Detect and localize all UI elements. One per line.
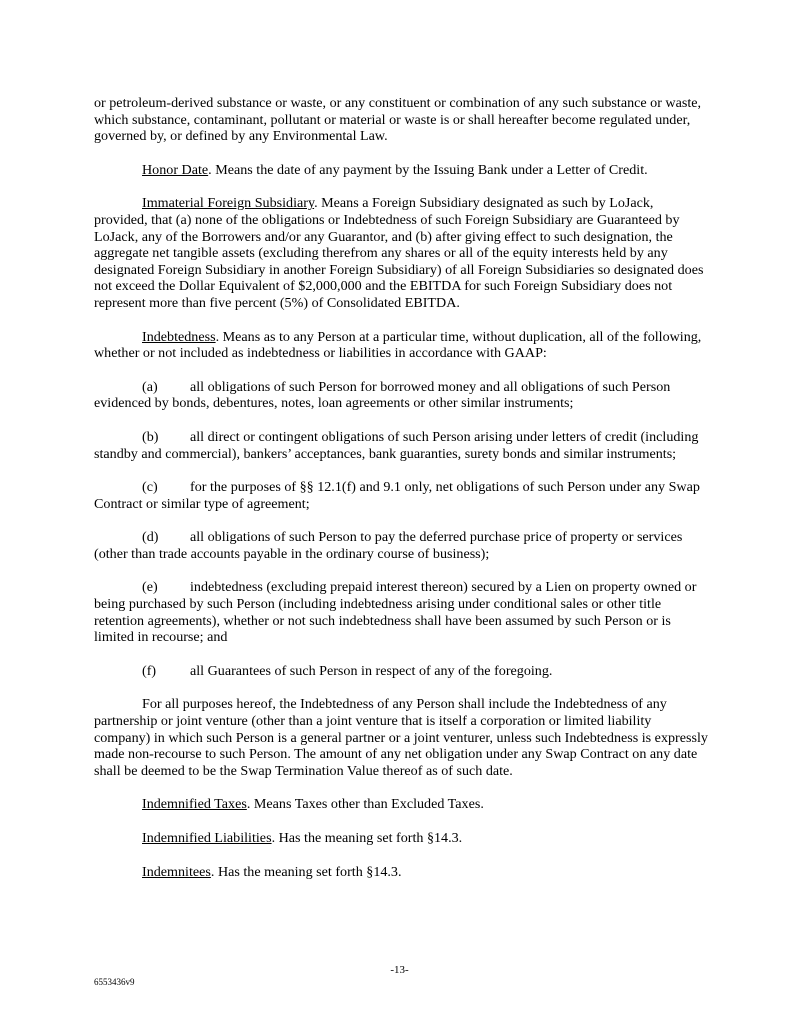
defined-term: Indemnitees xyxy=(142,863,211,880)
list-item-text: for the purposes of §§ 12.1(f) and 9.1 only, net obligations of such Person under any Swap Contract or similar type of agreement; xyxy=(94,479,700,512)
definition-text: . Has the meaning set forth §14.3. xyxy=(271,830,463,846)
list-item-b xyxy=(94,429,709,462)
paragraph-continuation xyxy=(94,95,709,145)
defined-term: Honor Date xyxy=(142,161,209,178)
list-item-e xyxy=(94,579,709,645)
defined-term: Indemnified Liabilities xyxy=(142,830,272,846)
list-item-label: (e) xyxy=(142,579,158,596)
list-item-label: (d) xyxy=(142,529,159,546)
list-item-label: (a) xyxy=(142,378,158,395)
definition-honor-date xyxy=(94,162,709,179)
definition-text: . Means Taxes other than Excluded Taxes. xyxy=(246,796,484,813)
definition-indemnified-taxes xyxy=(94,796,709,813)
definition-text: . Means as to any Person at a particular time, without duplication, all of the following, whether or not included as indebtedness or liabilities in accordance with GAAP: xyxy=(94,328,702,362)
definition-indebtedness xyxy=(94,329,709,362)
list-item-label: (f) xyxy=(142,662,157,679)
list-item-text: all obligations of such Person to pay the deferred purchase price of property or services (other than trade accounts payable in the ordinary course of business); xyxy=(94,529,683,562)
paragraph-text: For all purposes hereof, the Indebtedness of any Person shall include the Indebtedness of any partnership or joint venture (other than a joint venture that is itself a corporation or limited liability company) in which such Person is a general partner or a joint venturer, unless such Indebtedness is expressly made non-recourse to such Person. The amount of any net obligation under any Swap Contract on any date shall be deemed to be the Swap Termination Value thereof as of such date. xyxy=(94,696,708,779)
page-number: -13- xyxy=(390,964,409,976)
list-item-f xyxy=(94,663,709,680)
document-page xyxy=(94,95,709,897)
definition-text: . Has the meaning set forth §14.3. xyxy=(210,863,402,880)
defined-term: Indemnified Taxes xyxy=(142,796,247,813)
defined-term: Indebtedness xyxy=(142,328,216,345)
list-item-a xyxy=(94,379,709,412)
document-id: 6553436v9 xyxy=(94,977,135,987)
definition-immaterial-foreign-subsidiary xyxy=(94,195,709,311)
closing-paragraph xyxy=(94,696,709,779)
list-item-text: all Guarantees of such Person in respect of any of the foregoing. xyxy=(190,662,553,679)
definition-text: . Means a Foreign Subsidiary designated as such by LoJack, provided, that (a) none of the obligations or Indebtedness of such Foreign Subsidiary are Guaranteed by LoJack, any of the Borrowers and/or any Guarantor, and (b) after giving effect to such designation, the aggregate net tangible assets (excluding therefrom any shares or all of the equity interests held by any designated Foreign Subsidiary in another Foreign Subsidiary) of all Foreign Subsidiaries so designated does not exceed the Dollar Equivalent of $2,000,000 and the EBITDA for such Foreign Subsidiary does not represent more than five percent (5%) of Consolidated EBITDA. xyxy=(94,195,704,311)
list-item-label: (b) xyxy=(142,428,159,445)
list-item-d xyxy=(94,529,709,562)
paragraph-text: or petroleum-derived substance or waste, or any constituent or combination of any such substance or waste, which substance, contaminant, pollutant or material or waste is or shall hereafter become regulated under, governed by, or defined by any Environmental Law. xyxy=(94,95,702,145)
list-item-text: all obligations of such Person for borrowed money and all obligations of such Person evidenced by bonds, debentures, notes, loan agreements or other similar instruments; xyxy=(94,378,671,412)
defined-term: Immaterial Foreign Subsidiary xyxy=(142,195,315,212)
list-item-text: all direct or contingent obligations of such Person arising under letters of credit (including standby and commercial), bankers’ acceptances, bank guaranties, surety bonds and similar instruments; xyxy=(94,428,699,462)
list-item-label: (c) xyxy=(142,479,158,496)
list-item-text: indebtedness (excluding prepaid interest thereon) secured by a Lien on property owned or being purchased by such Person (including indebtedness arising under conditional sales or other title retention agreements), whether or not such indebtedness shall have been assumed by such Person or is limited in recourse; and xyxy=(94,579,697,646)
definition-indemnified-liabilities xyxy=(94,830,709,847)
definition-text: . Means the date of any payment by the Issuing Bank under a Letter of Credit. xyxy=(208,161,648,178)
definition-indemnitees xyxy=(94,864,709,881)
list-item-c xyxy=(94,479,709,512)
